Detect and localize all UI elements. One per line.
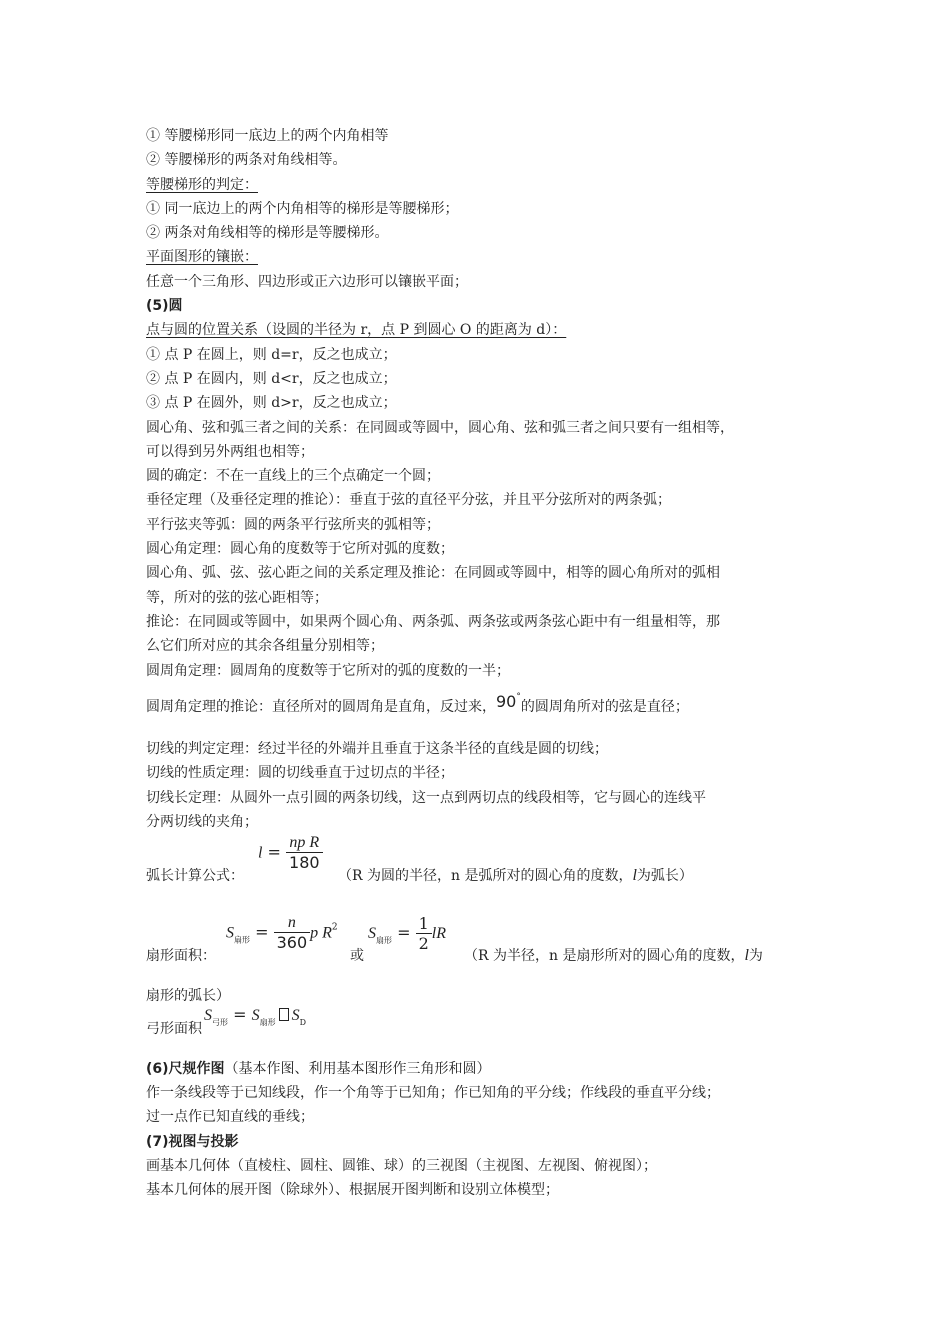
text-line: 作一条线段等于已知线段，作一个角等于已知角；作已知角的平分线；作线段的垂直平分线； bbox=[146, 1084, 720, 1101]
text-line: 画基本几何体（直棱柱、圆柱、圆锥、球）的三视图（主视图、左视图、俯视图）； bbox=[146, 1157, 657, 1174]
text-line: ① 点 P 在圆上，则 d=r，反之也成立； bbox=[146, 346, 397, 363]
text-line: 基本几何体的展开图（除球外）、根据展开图判断和设别立体模型； bbox=[146, 1182, 559, 1199]
text-line: ① 同一底边上的两个内角相等的梯形是等腰梯形； bbox=[146, 200, 459, 217]
arc-length-formula: l = $\frac{\text{np R}}{180}$ bbox=[258, 834, 323, 872]
text-line: 分两切线的夹角； bbox=[146, 814, 258, 831]
segment-area-row: 弓形面积 $S_{弓形} = S_{扇形}$ $S_D$ bbox=[146, 1004, 307, 1037]
text-line: 等，所对的弦的弦心距相等； bbox=[146, 589, 328, 606]
text-line: 过一点作已知直线的垂线； bbox=[146, 1109, 314, 1126]
sector-area-formula-1: $S_{扇形}$ = $\frac{n}{360}$ p $R^2$ bbox=[226, 914, 338, 953]
text-line: 圆周角定理：圆周角的度数等于它所对的弧的度数的一半； bbox=[146, 662, 510, 679]
text-line: 切线的性质定理：圆的切线垂直于过切点的半径； bbox=[146, 765, 454, 782]
text-line: 切线的判定定理：经过半径的外端并且垂直于这条半径的直线是圆的切线； bbox=[146, 741, 608, 758]
arc-length-row: 弧长计算公式： l = $\frac{\text{np R}}{180}$ （R 为圆的半径，n 是弧所对的圆心角的度数，l为弧长） bbox=[146, 834, 693, 885]
text-line: 么它们所对应的其余各组量分别相等； bbox=[146, 638, 384, 655]
text-line: 平行弦夹等弧：圆的两条平行弦所夹的弧相等； bbox=[146, 516, 440, 533]
text-line: 圆心角、弧、弦、弦心距之间的关系定理及推论：在同圆或等圆中，相等的圆心角所对的弧相 bbox=[146, 565, 720, 582]
text-line: ② 两条对角线相等的梯形是等腰梯形。 bbox=[146, 225, 389, 242]
subheading-isosceles-trapezoid-criteria: 等腰梯形的判定： bbox=[146, 176, 258, 193]
subheading-point-circle-relation: 点与圆的位置关系（设圆的半径为 r，点 P 到圆心 O 的距离为 d）： bbox=[146, 322, 567, 339]
section-heading-circle: (5)圆 bbox=[146, 298, 183, 315]
text-line: ② 点 P 在圆内，则 d<r，反之也成立； bbox=[146, 370, 397, 387]
document-page bbox=[146, 124, 826, 1202]
text-line: 圆心角定理：圆心角的度数等于它所对弧的度数； bbox=[146, 541, 454, 558]
text-line: 推论：在同圆或等圆中，如果两个圆心角、两条弧、两条弦或两条弦心距中有一组量相等，那 bbox=[146, 613, 720, 630]
text-line: ② 等腰梯形的两条对角线相等。 bbox=[146, 152, 347, 169]
sector-area-row: 扇形面积： $S_{扇形}$ = $\frac{n}{360}$ p $R^2$ 或 $S_{扇形}$ = $\frac{1}{2}$ lR （R 为半径，n 是扇形所对的圆心角的度数，l为 bbox=[146, 914, 763, 965]
text-line: ③ 点 P 在圆外，则 d>r，反之也成立； bbox=[146, 395, 397, 412]
text-line: 垂径定理（及垂径定理的推论）：垂直于弦的直径平分弦，并且平分弦所对的两条弧； bbox=[146, 492, 671, 509]
text-line: 可以得到另外两组也相等； bbox=[146, 443, 314, 460]
sector-area-formula-2: $S_{扇形}$ = $\frac{1}{2}$ lR bbox=[368, 914, 446, 954]
unknown-symbol-box bbox=[279, 1008, 289, 1021]
segment-area-formula: $S_{弓形} = S_{扇形}$ $S_D$ bbox=[204, 1004, 307, 1027]
degree-90: 90° bbox=[496, 691, 521, 711]
text-line: ① 等腰梯形同一底边上的两个内角相等 bbox=[146, 128, 389, 144]
text-line: 圆心角、弦和弧三者之间的关系：在同圆或等圆中，圆心角、弦和弧三者之间只要有一组相等， bbox=[146, 419, 734, 436]
section-heading-construction: (6)尺规作图（基本作图、利用基本图形作三角形和圆） bbox=[146, 1060, 491, 1077]
text-line-inscribed-angle-corollary: 圆周角定理的推论：直径所对的圆周角是直角，反过来，90°的圆周角所对的弦是直径； bbox=[146, 691, 689, 715]
subheading-tessellation: 平面图形的镶嵌： bbox=[146, 249, 258, 266]
text-line: 任意一个三角形、四边形或正六边形可以镶嵌平面； bbox=[146, 273, 468, 290]
section-heading-views-projection: (7)视图与投影 bbox=[146, 1133, 239, 1150]
text-line: 圆的确定：不在一直线上的三个点确定一个圆； bbox=[146, 468, 440, 485]
text-line: 扇形的弧长） bbox=[146, 988, 230, 1005]
text-line: 切线长定理：从圆外一点引圆的两条切线，这一点到两切点的线段相等，它与圆心的连线平 bbox=[146, 789, 706, 806]
